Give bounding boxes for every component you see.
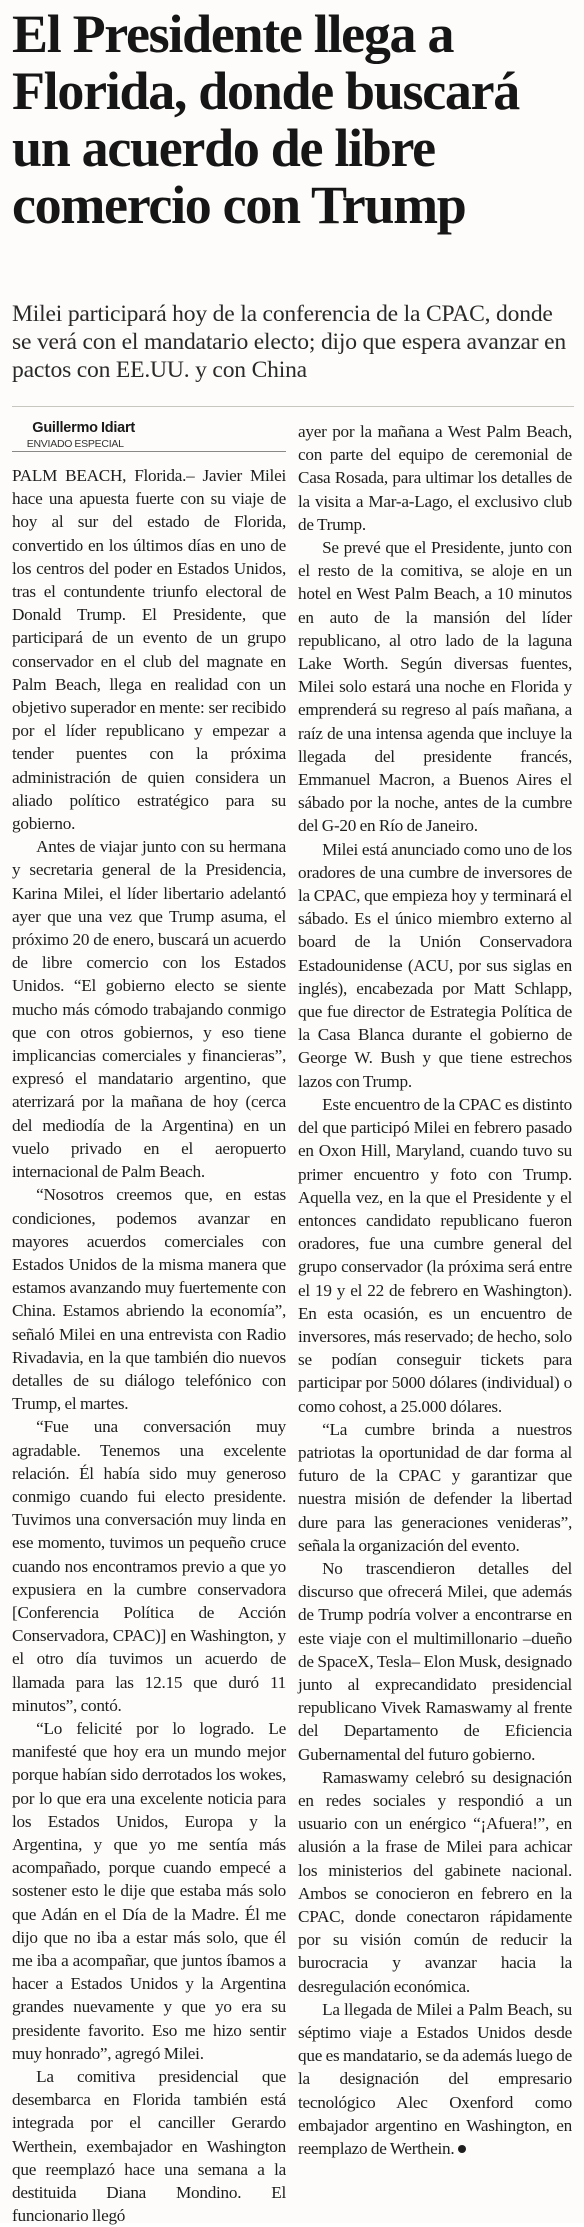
header-divider — [12, 406, 574, 407]
body-paragraph: No trascendieron detalles del discurso que ofrecerá Milei, que además de Trump podría volver a encontrarse en este viaje con el multimillonario –dueño de SpaceX, Tesla– Elon Musk, designado junto al exprecandidato presidencial republicano Vivek Ramaswamy al frente del Departamento de Eficiencia Gubernamental del futuro gobierno. — [298, 1558, 572, 1764]
body-paragraph: “La cumbre brinda a nuestros patriotas la oportunidad de dar forma al futuro de la CPAC y garantizar que nuestra misión de defender la libertad dure para las generaciones venideras”, señala la organización del evento. — [298, 1419, 572, 1555]
body-paragraph-last — [298, 1998, 572, 2160]
body-paragraph: “Lo felicité por lo logrado. Le manifesté que hoy era un mundo mejor porque habían sido derrotados los wokes, por lo que era una excelente noticia para los Estados Unidos, Europa y la Argentina, y que yo me sentía más acompañado, porque cuando empecé a sostener esto le dije que estaba más solo que Adán en el Día de la Madre. Él me dijo que no iba a estar más solo, que él me iba a acompañar, que juntos íbamos a hacer a Estados Unidos y la Argentina grandes nuevamente y que yo era su presidente favorito. Eso me hizo sentir muy honrado”, agregó Milei. — [12, 1718, 286, 2063]
body-paragraph: Este encuentro de la CPAC es distinto del que participó Milei en febrero pasado en Oxon Hill, Maryland, cuando tuvo su primer encuentro y foto con Trump. Aquella vez, en la que el Presidente y el entonces candidato republicano fueron oradores, fue una cumbre general del grupo conservador (la próxima será entre el 19 y el 22 de febrero en Washington). En esta ocasión, es un encuentro de inversores, más reservado; de hecho, solo se podían conseguir tickets para participar por 5000 dólares (individual) o como cohost, a 25.000 dólares. — [298, 1094, 572, 1416]
byline-role: ENVIADO ESPECIAL — [26, 438, 124, 450]
byline-divider — [12, 451, 286, 452]
article-column-left — [12, 420, 286, 2226]
end-of-article-icon — [458, 2145, 466, 2153]
body-paragraph: Ramaswamy celebró su designación en redes sociales y respondió a un usuario con un enérgico “¡Afuera!”, en alusión a la frase de Milei para achicar los ministerios del gabinete nacional. Ambos se conocieron en febrero en la CPAC, donde conectaron rápidamente por su visión común de reducir la burocracia y avanzar hacia la desregulación económica. — [298, 1767, 572, 1996]
body-paragraph: “Fue una conversación muy agradable. Tenemos una excelente relación. Él había sido muy generoso conmigo cuando fui electo presidente. Tuvimos una conversación muy linda en ese momento, tuvimos un pequeño cruce cuando nos encontramos previo a que yo expusiera en la cumbre conservadora [Conferencia Política de Acción Conservadora, CPAC)] en Washington, y el otro día tuvimos un acuerdo de llamada para las 12.15 que duró 11 minutos”, contó. — [12, 1417, 286, 1715]
body-paragraph: Antes de viajar junto con su hermana y secretaria general de la Presidencia, Karina Milei, el líder libertario adelantó ayer que una vez que Trump asuma, el próximo 20 de enero, buscará un acuerdo de libre comercio con los Estados Unidos. “El gobierno electo se siente mucho más cómodo trabajando conmigo que con otros gobiernos, y eso tiene implicancias comerciales y financieras”, expresó el mandatario argentino, que aterrizará por la mañana de hoy (cerca del mediodía de la Argentina) en un vuelo privado en el aeropuerto internacional de Palm Beach. — [12, 837, 286, 1182]
body-paragraph: La comitiva presidencial que desembarca en Florida también está integrada por el canciller Gerardo Werthein, exembajador en Washington que reemplazó hace una semana a la destituida Diana Mondino. El funcionario llegó — [12, 2067, 286, 2226]
last-paragraph-text: La llegada de Milei a Palm Beach, su séptimo viaje a Estados Unidos desde que es mandatario, se da además luego de la designación del empresario tecnológico Alec Oxenford como embajador argentino en Washington, en reemplazo de Werthein. — [298, 1999, 572, 2159]
body-paragraph: PALM BEACH, Florida.– Javier Milei hace una apuesta fuerte con su viaje de hoy al sur del estado de Florida, convertido en los últimos días en uno de los centros del poder en Estados Unidos, tras el contundente triunfo electoral de Donald Trump. El Presidente, que participará de un evento de un grupo conservador en el club del magnate en Palm Beach, llega en realidad con un objetivo superador en mente: ser recibido por el líder republicano y empezar a tender puentes con la próxima administración de quien considera un aliado político estratégico para su gobierno. — [12, 466, 286, 834]
body-paragraph: ayer por la mañana a West Palm Beach, con parte del equipo de ceremonial de Casa Rosada, para ultimar los detalles de la visita a Mar-a-Lago, el exclusivo club de Trump. — [298, 422, 572, 534]
body-paragraph: “Nosotros creemos que, en estas condiciones, podemos avanzar en mayores acuerdos comerciales con Estados Unidos de la misma manera que estamos avanzando muy fuertemente con China. Estamos abriendo la economía”, señaló Milei en una entrevista con Radio Rivadavia, en la que también dio nuevos detalles de su diálogo telefónico con Trump, el martes. — [12, 1185, 286, 1414]
body-paragraph: Milei está anunciado como uno de los oradores de una cumbre de inversores de la CPAC, que empieza hoy y terminará el sábado. Es el único miembro externo al board de la Unión Conservadora Estadounidense (ACU, por sus siglas en inglés), encabezada por Matt Schlapp, que fue director de Estrategia Política de la Casa Blanca durante el gobierno de George W. Bush y que tiene estrechos lazos con Trump. — [298, 839, 572, 1091]
body-paragraph: Se prevé que el Presidente, junto con el resto de la comitiva, se aloje en un hotel en West Palm Beach, a 10 minutos en auto de la mansión del líder republicano, al otro lado de la laguna Lake Worth. Según diversas fuentes, Milei solo estará una noche en Florida y emprenderá su regreso al país mañana, a raíz de una intensa agenda que incluye la llegada del presidente francés, Emmanuel Macron, a Buenos Aires el sábado por la noche, antes de la cumbre del G-20 en Río de Janeiro. — [298, 538, 572, 836]
article-column-right — [298, 420, 572, 2215]
headline: El Presidente llega a Florida, donde buscará un acuerdo de libre comercio con Trump — [12, 4, 519, 235]
byline-author: Guillermo Idiart — [32, 420, 135, 436]
subheadline: Milei participará hoy de la conferencia de la CPAC, donde se verá con el mandatario electo; dijo que espera avanzar en pactos con EE.UU. y con China — [12, 301, 566, 383]
